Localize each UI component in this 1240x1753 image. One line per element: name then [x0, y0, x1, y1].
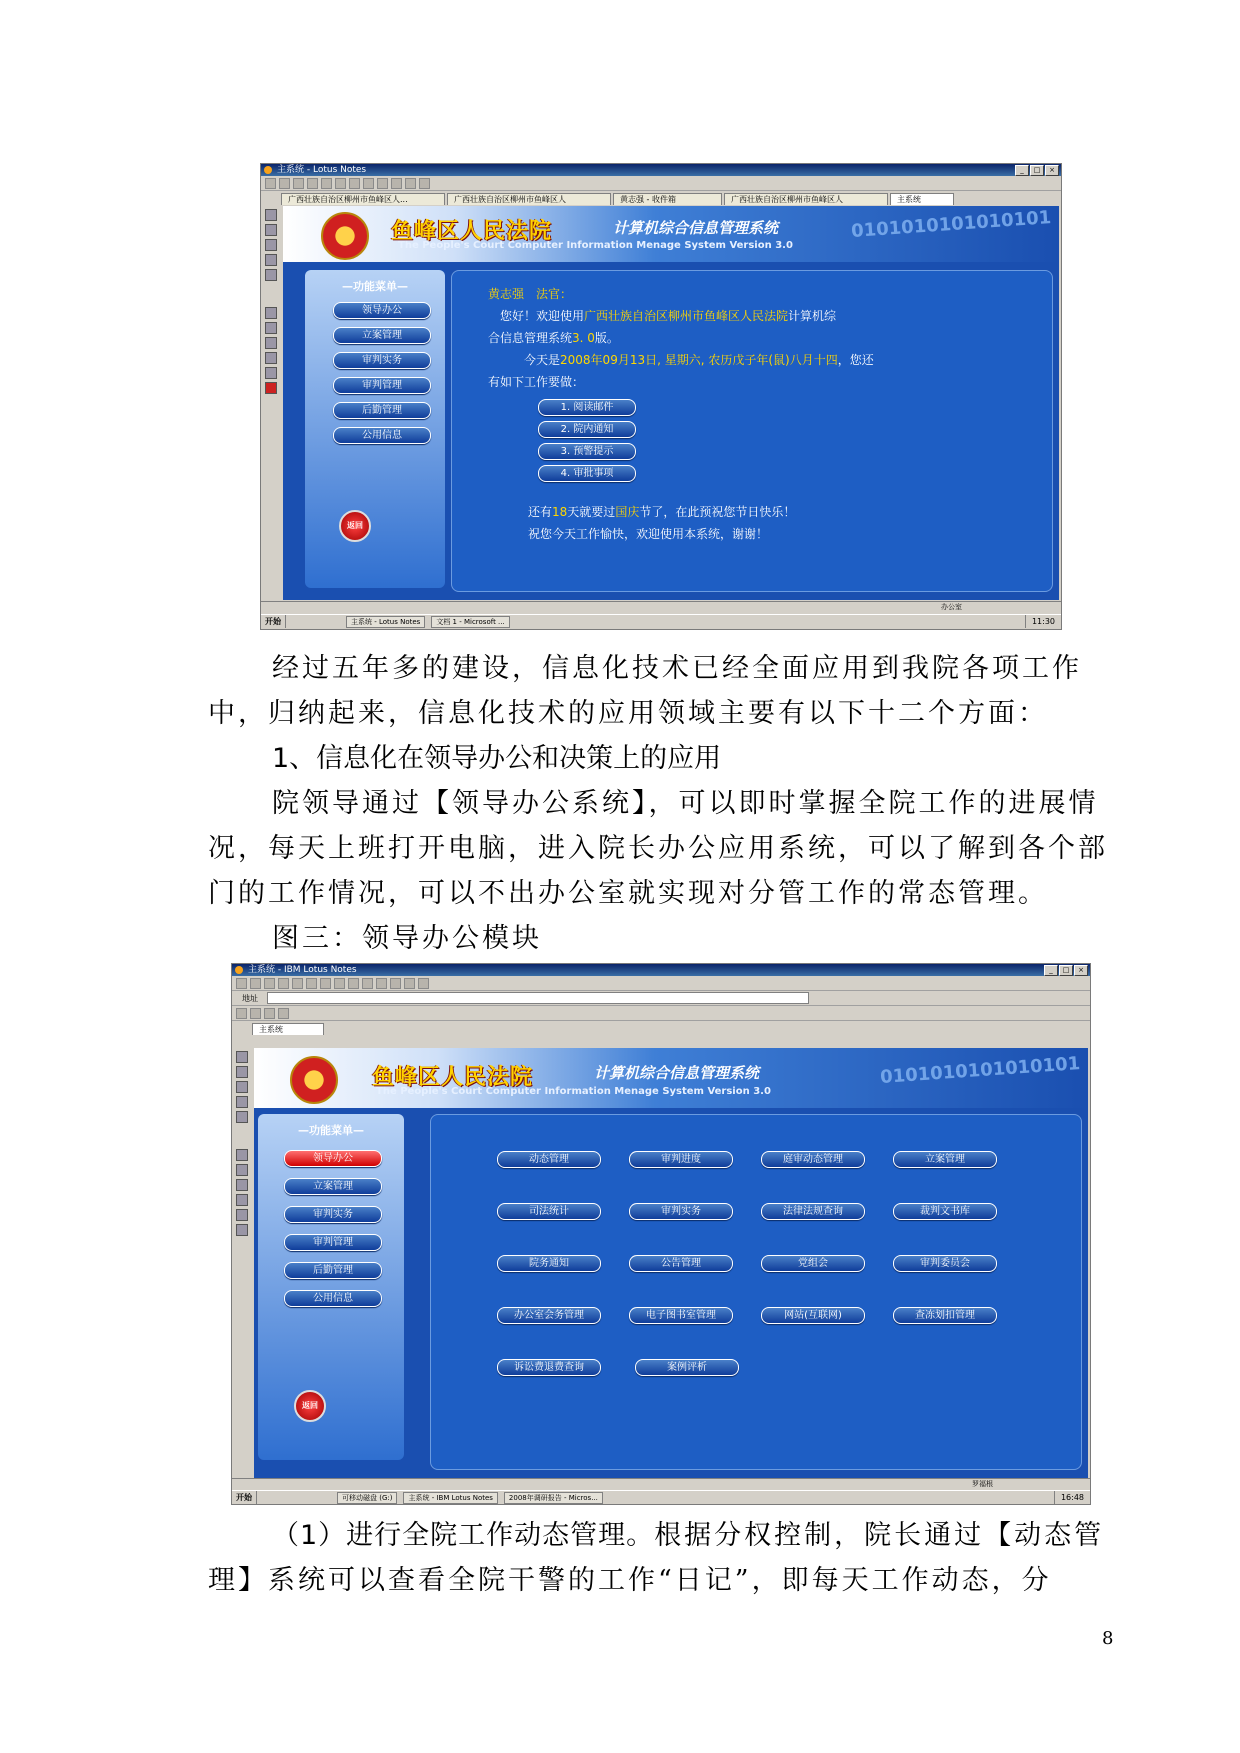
toolbar-button[interactable] — [250, 978, 261, 989]
toolbar-button[interactable] — [362, 978, 373, 989]
toolbar-button[interactable] — [236, 1008, 247, 1019]
module-case-review[interactable]: 案例评析 — [635, 1359, 739, 1376]
bookmark-bar — [261, 206, 279, 606]
module-office-meeting[interactable]: 办公室会务管理 — [497, 1307, 601, 1324]
tab-3[interactable]: 广西壮族自治区柳州市鱼峰区人 — [724, 193, 888, 205]
toolbar-button[interactable] — [250, 1008, 261, 1019]
menu-title: —功能菜单— — [298, 1124, 364, 1137]
paragraph-leader-office: 院领导通过【领导办公系统】，可以即时掌握全院工作的进展情况，每天上班打开电脑，进入院长办公应用系统，可以了解到各个部门的工作情况，可以不出办公室就实现对分管工作的常态管理。 — [208, 788, 1108, 909]
toolbar-button[interactable] — [335, 178, 346, 189]
toolbar-button[interactable] — [278, 978, 289, 989]
return-button[interactable]: 返回 — [339, 510, 371, 542]
status-location[interactable]: 办公室 — [941, 603, 962, 611]
function-menu — [258, 1114, 404, 1460]
menu-item-public-info[interactable]: 公用信息 — [284, 1290, 382, 1307]
tab-main-system[interactable]: 主系统 — [890, 193, 954, 205]
tab-main-system[interactable]: 主系统 — [252, 1023, 324, 1035]
window-title: 主系统 - Lotus Notes — [277, 165, 367, 175]
bookmark-icon[interactable] — [265, 239, 277, 251]
bookmark-icon[interactable] — [236, 1194, 248, 1206]
menu-item-case-filing[interactable]: 立案管理 — [333, 327, 431, 344]
toolbar-button[interactable] — [264, 978, 275, 989]
bookmark-icon[interactable] — [265, 209, 277, 221]
bookmark-icon[interactable] — [265, 307, 277, 319]
toolbar-button[interactable] — [349, 178, 360, 189]
menu-item-leader-office[interactable]: 领导办公 — [333, 302, 431, 319]
module-freeze-management[interactable]: 查冻划扣管理 — [893, 1307, 997, 1324]
menu-item-trial-practice[interactable]: 审判实务 — [284, 1206, 382, 1223]
bookmark-icon[interactable] — [236, 1209, 248, 1221]
menu-item-logistics[interactable]: 后勤管理 — [284, 1262, 382, 1279]
taskbar-clock: 16:48 — [1054, 1491, 1090, 1504]
section-heading-1: 1、信息化在领导办公和决策上的应用 — [272, 743, 722, 774]
module-judgment-library[interactable]: 裁判文书库 — [893, 1203, 997, 1220]
bookmark-icon[interactable] — [265, 367, 277, 379]
module-hearing-management[interactable]: 庭审动态管理 — [761, 1151, 865, 1168]
bookmark-icon[interactable] — [236, 1111, 248, 1123]
task-read-mail[interactable]: 1. 阅读邮件 — [538, 399, 636, 416]
function-menu — [305, 270, 445, 588]
module-announcement[interactable]: 公告管理 — [629, 1255, 733, 1272]
taskbar-clock: 11:30 — [1025, 615, 1061, 628]
court-app — [283, 206, 1059, 600]
system-name: 计算机综合信息管理系统 — [613, 219, 779, 237]
window-title-bar — [261, 164, 1061, 176]
menu-item-leader-office[interactable]: 领导办公 — [284, 1150, 382, 1167]
address-input[interactable] — [267, 992, 809, 1004]
bookmark-icon[interactable] — [236, 1096, 248, 1108]
menu-item-public-info[interactable]: 公用信息 — [333, 427, 431, 444]
bookmark-icon[interactable] — [265, 254, 277, 266]
bookmark-icon[interactable] — [236, 1224, 248, 1236]
subsection-heading: （1）进行全院工作动态管理。 — [272, 1520, 655, 1551]
binary-decoration: 0101010101010101 — [850, 207, 1052, 242]
return-button[interactable]: 返回 — [294, 1390, 326, 1422]
toolbar-button[interactable] — [264, 1008, 275, 1019]
taskbar-item-lotus[interactable]: 主系统 - IBM Lotus Notes — [403, 1492, 497, 1504]
module-fee-refund-query[interactable]: 诉讼费退费查询 — [497, 1359, 601, 1376]
system-subtitle: The People's Court Computer Information Menage System Version 3.0 — [398, 240, 793, 251]
menu-item-trial-practice[interactable]: 审判实务 — [333, 352, 431, 369]
status-bar — [232, 1478, 1090, 1489]
module-dynamic-management[interactable]: 动态管理 — [497, 1151, 601, 1168]
minimize-button[interactable]: _ — [1015, 165, 1029, 176]
toolbar-button[interactable] — [334, 978, 345, 989]
toolbar-button[interactable] — [307, 178, 318, 189]
module-judicial-statistics[interactable]: 司法统计 — [497, 1203, 601, 1220]
taskbar-item-lotus[interactable]: 主系统 - Lotus Notes — [346, 616, 425, 628]
paragraph-intro: 经过五年多的建设，信息化技术已经全面应用到我院各项工作中，归纳起来，信息化技术的应用领域主要有以下十二个方面： — [208, 653, 1082, 729]
bookmark-icon[interactable] — [236, 1179, 248, 1191]
tab-inbox[interactable]: 黄志强 - 收件箱 — [613, 193, 722, 205]
court-app-icon[interactable] — [265, 382, 277, 394]
tab-2[interactable]: 广西壮族自治区柳州市鱼峰区人 — [447, 193, 611, 205]
toolbar-button[interactable] — [265, 178, 276, 189]
toolbar-button[interactable] — [390, 978, 401, 989]
toolbar-button[interactable] — [376, 978, 387, 989]
paragraph-dynamic-management: （1）进行全院工作动态管理。根据分权控制，院长通过【动态管理】系统可以查看全院干警的工作“日记”，即每天工作动态，分 — [208, 1520, 1105, 1596]
court-name: 鱼峰区人民法院 — [391, 219, 553, 244]
system-subtitle: The People's Court Computer Information Menage System Version 3.0 — [376, 1086, 771, 1097]
app-banner — [283, 206, 1059, 262]
bookmark-icon[interactable] — [265, 352, 277, 364]
system-name: 计算机综合信息管理系统 — [594, 1064, 760, 1082]
bookmark-icon[interactable] — [236, 1149, 248, 1161]
tab-1[interactable]: 广西壮族自治区柳州市鱼峰区人... — [281, 193, 445, 205]
closing-message: 祝您今天工作愉快，欢迎使用本系统，谢谢！ — [528, 527, 769, 541]
toolbar-button[interactable] — [404, 978, 415, 989]
module-e-library[interactable]: 电子图书室管理 — [629, 1307, 733, 1324]
bookmark-icon[interactable] — [265, 322, 277, 334]
welcome-line-3: 今天是2008年09月13日, 星期六, 农历戊子年(鼠)八月十四，您还 — [524, 353, 874, 367]
bookmark-icon[interactable] — [236, 1081, 248, 1093]
window-title: 主系统 - IBM Lotus Notes — [248, 965, 357, 975]
toolbar-button[interactable] — [279, 178, 290, 189]
screenshot-2-window — [231, 963, 1091, 1505]
module-court-notice[interactable]: 院务通知 — [497, 1255, 601, 1272]
window-controls — [1044, 965, 1088, 976]
task-approval[interactable]: 4. 审批事项 — [538, 465, 636, 482]
screenshot-1-window — [260, 163, 1062, 630]
app-banner — [254, 1048, 1088, 1108]
toolbar-button[interactable] — [419, 178, 430, 189]
close-button[interactable]: × — [1045, 165, 1059, 176]
window-title-bar — [232, 964, 1090, 976]
menu-item-case-filing[interactable]: 立案管理 — [284, 1178, 382, 1195]
lotus-notes-icon — [264, 166, 272, 174]
figure-caption: 图三：领导办公模块 — [272, 923, 542, 954]
holiday-message: 还有18天就要过国庆节了，在此预祝您节日快乐！ — [528, 505, 796, 519]
module-trial-practice[interactable]: 审判实务 — [629, 1203, 733, 1220]
minimize-button[interactable]: _ — [1044, 965, 1058, 976]
toolbar-button[interactable] — [292, 978, 303, 989]
bookmark-icon[interactable] — [236, 1066, 248, 1078]
lotus-notes-icon — [235, 966, 243, 974]
close-button[interactable]: × — [1074, 965, 1088, 976]
toolbar — [232, 976, 1090, 991]
window-controls — [1015, 165, 1059, 176]
bookmark-icon[interactable] — [265, 269, 277, 281]
bookmark-bar — [232, 1048, 250, 1468]
toolbar-button[interactable] — [321, 178, 332, 189]
court-emblem-icon — [290, 1056, 338, 1104]
tab-bar — [232, 1021, 1090, 1035]
toolbar-button[interactable] — [418, 978, 429, 989]
court-emblem-icon — [321, 212, 369, 260]
module-panel — [430, 1114, 1082, 1470]
welcome-line-1: 您好！欢迎使用广西壮族自治区柳州市鱼峰区人民法院计算机综 — [500, 309, 837, 323]
toolbar-button[interactable] — [363, 178, 374, 189]
taskbar-item-word[interactable]: 2008年调研报告 - Micros... — [504, 1492, 603, 1504]
toolbar-button[interactable] — [348, 978, 359, 989]
menu-item-trial-management[interactable]: 审判管理 — [333, 377, 431, 394]
court-app — [254, 1048, 1088, 1478]
menu-item-trial-management[interactable]: 审判管理 — [284, 1234, 382, 1251]
maximize-button[interactable]: □ — [1030, 165, 1044, 176]
module-law-query[interactable]: 法律法规查询 — [761, 1203, 865, 1220]
taskbar — [232, 1490, 1090, 1504]
toolbar-button[interactable] — [236, 978, 247, 989]
taskbar — [261, 614, 1061, 628]
welcome-line-2: 合信息管理系统3. 0版。 — [488, 331, 619, 345]
task-internal-notice[interactable]: 2. 院内通知 — [538, 421, 636, 438]
bookmark-icon[interactable] — [236, 1164, 248, 1176]
binary-decoration: 0101010101010101 — [879, 1053, 1081, 1088]
toolbar-button[interactable] — [306, 978, 317, 989]
toolbar-button[interactable] — [278, 1008, 289, 1019]
court-name: 鱼峰区人民法院 — [372, 1065, 534, 1090]
start-button[interactable]: 开始 — [261, 615, 286, 628]
welcome-panel — [451, 270, 1053, 592]
maximize-button[interactable]: □ — [1059, 965, 1073, 976]
bookmark-icon[interactable] — [265, 224, 277, 236]
taskbar-item-word[interactable]: 文档 1 - Microsoft ... — [431, 616, 509, 628]
status-user[interactable]: 罗福根 — [972, 1480, 993, 1488]
secondary-toolbar — [232, 1006, 1090, 1021]
menu-title: —功能菜单— — [342, 280, 408, 293]
welcome-greeting: 黄志强 法官： — [488, 287, 573, 301]
module-trial-progress[interactable]: 审判进度 — [629, 1151, 733, 1168]
toolbar — [261, 176, 1061, 191]
address-bar — [232, 991, 1090, 1006]
page-number: 8 — [1102, 1628, 1114, 1649]
menu-item-logistics[interactable]: 后勤管理 — [333, 402, 431, 419]
status-bar — [261, 601, 1061, 612]
bookmark-icon[interactable] — [236, 1051, 248, 1063]
toolbar-button[interactable] — [405, 178, 416, 189]
tab-bar — [261, 191, 1061, 205]
start-button[interactable]: 开始 — [232, 1491, 257, 1504]
bookmark-icon[interactable] — [265, 337, 277, 349]
toolbar-button[interactable] — [293, 178, 304, 189]
toolbar-button[interactable] — [391, 178, 402, 189]
address-label: 地址 — [242, 993, 258, 1003]
taskbar-item-removable-disk[interactable]: 可移动磁盘 (G:) — [337, 1492, 397, 1504]
task-warning[interactable]: 3. 预警提示 — [538, 443, 636, 460]
module-party-meeting[interactable]: 党组会 — [761, 1255, 865, 1272]
welcome-line-4: 有如下工作要做： — [488, 375, 585, 389]
toolbar-button[interactable] — [377, 178, 388, 189]
module-case-filing[interactable]: 立案管理 — [893, 1151, 997, 1168]
module-website[interactable]: 网站(互联网) — [761, 1307, 865, 1324]
module-trial-committee[interactable]: 审判委员会 — [893, 1255, 997, 1272]
toolbar-button[interactable] — [320, 978, 331, 989]
